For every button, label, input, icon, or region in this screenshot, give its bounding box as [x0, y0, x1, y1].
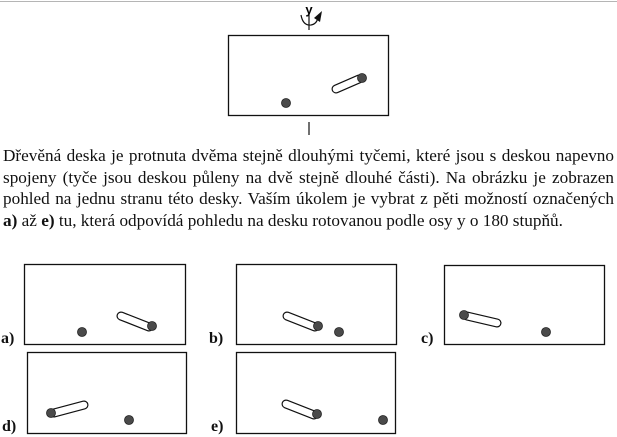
option-b-figure[interactable]: [237, 265, 397, 345]
axis-label: y: [305, 2, 313, 17]
option-e-label[interactable]: e): [211, 418, 224, 435]
rod-end-dot: [314, 322, 323, 331]
rod-dot: [542, 328, 551, 337]
option-a-label[interactable]: a): [1, 330, 15, 347]
option-c-label[interactable]: c): [421, 330, 434, 347]
option-d-label[interactable]: d): [2, 418, 17, 435]
rod-dot: [282, 99, 291, 108]
rod-end-dot: [313, 410, 322, 419]
rod-end-dot: [47, 409, 56, 418]
text-part-1: Dřevěná deska je protnuta dvěma stejně dlouhými tyčemi, které jsou s deskou napevno spojeny (tyče jsou deskou půleny na dvě stejně dlouhé části). Na obrázku je zobrazen pohled na jednu stranu této desky. Vaším úkolem je vybrat z pěti možností označených: [3, 146, 614, 209]
rod-dot: [379, 416, 388, 425]
rod-dot: [78, 328, 87, 337]
text-part-3: tu, která odpovídá pohledu na desku rotovanou podle osy y o 180 stupňů.: [54, 210, 563, 230]
question-text: [3, 145, 614, 231]
rod-end-dot: [358, 74, 367, 83]
option-b-label[interactable]: b): [209, 330, 224, 347]
text-bold-e: e): [41, 210, 55, 230]
main-figure: [229, 2, 389, 135]
rod-end-dot: [460, 311, 469, 320]
rod-end-dot: [148, 322, 157, 331]
rod-dot: [125, 416, 134, 425]
option-c-figure[interactable]: [445, 266, 605, 345]
option-e-figure[interactable]: [237, 353, 396, 434]
option-d-figure[interactable]: [28, 353, 187, 434]
rod-dot: [335, 328, 344, 337]
option-a-figure[interactable]: [25, 265, 186, 345]
text-part-2: až: [17, 210, 42, 230]
text-bold-a: a): [3, 210, 18, 230]
